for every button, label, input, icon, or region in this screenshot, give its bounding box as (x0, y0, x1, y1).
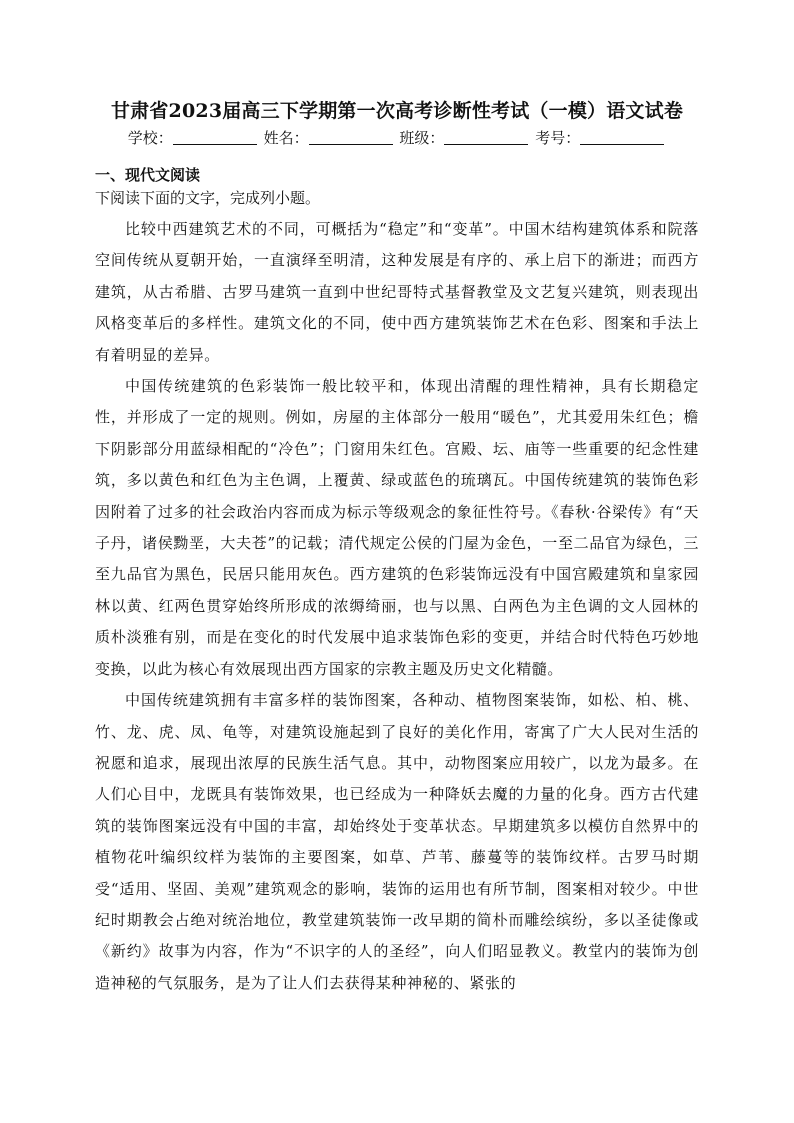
name-label: 姓名： (263, 129, 309, 147)
school-label: 学校： (127, 129, 173, 147)
class-blank[interactable] (444, 130, 528, 145)
class-label: 班级： (399, 129, 445, 147)
passage-paragraph-1: 比较中西建筑艺术的不同，可概括为“稳定”和“变革”。中国木结构建筑体系和院落空间传统从夏朝开始，一直演绎至明清，这种发展是有序的、承上启下的渐进；而西方建筑，从古希腊、古罗马建筑一直到中世纪哥特式基督教堂及文艺复兴建筑，则表现出风格变革后的多样性。建筑文化的不同，使中西方建筑装饰艺术在色彩、图案和手法上有着明显的差异。 (95, 220, 699, 364)
student-info-line (0, 127, 794, 148)
section-heading: 一、现代文阅读 (95, 166, 201, 184)
passage-paragraph-2: 中国传统建筑的色彩装饰一般比较平和，体现出清醒的理性精神，具有长期稳定性，并形成了一定的规则。例如，房屋的主体部分一般用“暖色”，尤其爱用朱红色；檐下阴影部分用蓝绿相配的“冷色”；门窗用朱红色。宫殿、坛、庙等一些重要的纪念性建筑，多以黄色和红色为主色调，上覆黄、绿或蓝色的琉璃瓦。中国传统建筑的装饰色彩因附着了过多的社会政治内容而成为标示等级观念的象征性符号。《春秋·谷梁传》有“天子丹，诸侯黝垩，大夫苍”的记载；清代规定公侯的门屋为金色，一至二品官为绿色，三至九品官为黑色，民居只能用灰色。西方建筑的色彩装饰远没有中国宫殿建筑和皇家园林以黄、红两色贯穿始终所形成的浓缛绮丽，也与以黑、白两色为主色调的文人园林的质朴淡雅有别，而是在变化的时代发展中追求装饰色彩的变更，并结合时代特色巧妙地变换，以此为核心有效展现出西方国家的宗教主题及历史文化精髓。 (95, 377, 699, 678)
exam-title: 甘肃省2023届高三下学期第一次高考诊断性考试（一模）语文试卷 (110, 100, 684, 122)
reading-passage (95, 214, 699, 999)
exam-number-label: 考号： (535, 129, 581, 147)
name-blank[interactable] (309, 130, 393, 145)
section-instruction: 下阅读下面的文字，完成列小题。 (95, 189, 321, 207)
school-blank[interactable] (173, 130, 257, 145)
passage-paragraph-3: 中国传统建筑拥有丰富多样的装饰图案，各种动、植物图案装饰，如松、柏、桃、竹、龙、虎、凤、龟等，对建筑设施起到了良好的美化作用，寄寓了广大人民对生活的祝愿和追求，展现出浓厚的民族生活气息。其中，动物图案应用较广，以龙为最多。在人们心目中，龙既具有装饰效果，也已经成为一种降妖去魔的力量的化身。西方古代建筑的装饰图案远没有中国的丰富，却始终处于变革状态。早期建筑多以模仿自然界中的植物花叶编织纹样为装饰的主要图案，如草、芦苇、藤蔓等的装饰纹样。古罗马时期受“适用、坚固、美观”建筑观念的影响，装饰的运用也有所节制，图案相对较少。中世纪时期教会占绝对统治地位，教堂建筑装饰一改早期的简朴而雕绘缤纷，多以圣徒像或《新约》故事为内容，作为“不识字的人的圣经”，向人们昭显教义。教堂内的装饰为创造神秘的气氛服务，是为了让人们去获得某种神秘的、紧张的 (95, 691, 699, 992)
exam-number-blank[interactable] (580, 130, 664, 145)
